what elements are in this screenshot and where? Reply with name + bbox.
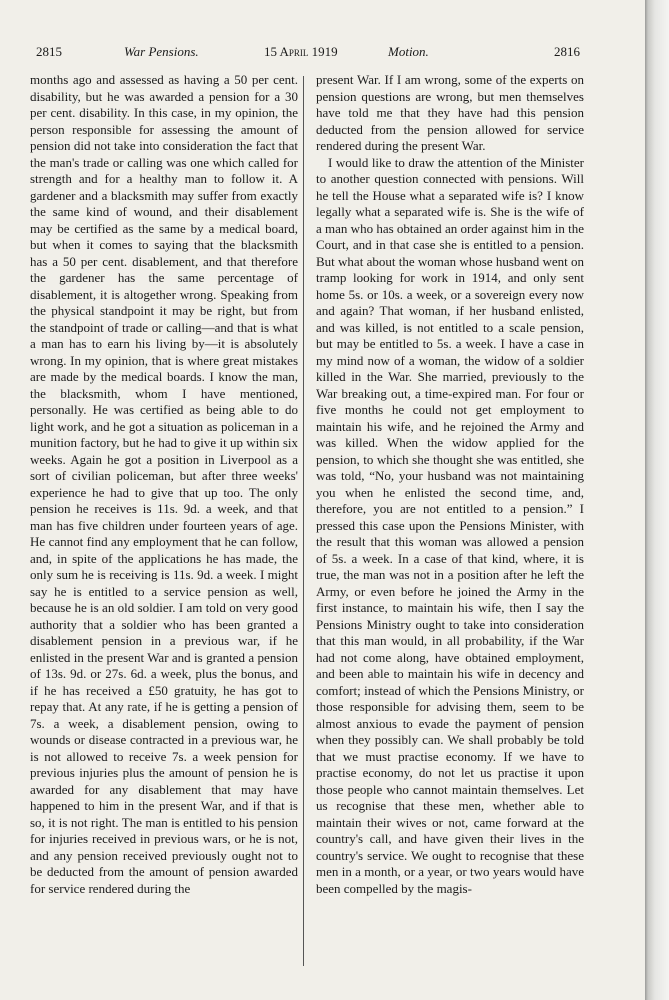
header-date: 15 April 1919 (264, 44, 338, 59)
paragraph: present War. If I am wrong, some of the experts on pension questions are wrong, but men themselves have told me that they have had this pension deducted from the pension allowed for service rendered during the present War. (316, 72, 584, 153)
header-section: Motion. (388, 44, 429, 59)
paragraph: I would like to draw the attention of the Minister to another question connected with pensions. Will he tell the House what a separated wife is? I know legally what a separated wife is. She is the wife of a man who has obtained an order against him in the Court, and in that case she is entitled to a pension. But what about the woman whose husband went on tramp looking for work in 1914, and only sent home 5s. or 10s. a week, or a sovereign every now and again? That woman, if her husband enlisted, and was killed, is not entitled to a scale pension, but may be entitled to 5s. a week. I have a case in my mind now of a woman, the widow of a soldier killed in the War. She married, previously to the War breaking out, a time-expired man. For four or five months he could not get employment to maintain his wife, and he rejoined the Army and was killed. When the widow applied for the pension, to which she thought she was entitled, she was told, “No, your husband was not maintaining you when he enlisted the second time, and, therefore, you are not entitled to a pension.” I pressed this case upon the Pensions Minister, with the result that this woman was allowed a pension of 5s. a week. In a case of that kind, where, it is true, the man was not in a position after he left the Army, or even before he joined the Army in the first instance, to maintain his wife, then I say the Pensions Ministry ought to take into consideration that this man would, in all probability, if the War had not come along, have obtained employment, and been able to maintain his wife in decency and comfort; instead of which the Pensions Ministry, or those responsible for advising them, seem to be almost anxious to evade the payment of pension when they possibly can. We shall probably be told that we must practise economy. If we have to practise economy, do not let us practise it upon those people who cannot maintain themselves. Let us recognise that these men, whether able to maintain their wives or not, came forward at the country's call, and have given their lives in the country's service. We ought to recognise that these men in a month, or a year, or two years would have been compelled by the magis- (316, 154, 584, 896)
right-column (316, 72, 584, 897)
paragraph: months ago and assessed as having a 50 per cent. disability, but he was awarded a pension for a 30 per cent. disability. In this case, in my opinion, the person responsible for assessing the amount of pension did not take into consideration the fact that the man's trade or calling was one which called for strength and for a healthy man to follow it. A gardener and a blacksmith may suffer from exactly the same kind of wound, and their disablement may be certified as the same by a medical board, but when it comes to saying that the blacksmith has a 50 per cent. disablement, and that therefore the gardener has the same percentage of disablement, it is altogether wrong. Speaking from the physical standpoint it may be right, but from the standpoint of trade or calling—and that is what a man has to earn his living by—it is absolutely wrong. In my opinion, that is where great mistakes are made by the medical boards. I know the man, the blacksmith, whom I have mentioned, personally. He was certified as being able to do light work, and he got a situation as policeman in a munition factory, but he had to give it up within six weeks. Again he got a position in Liverpool as a sort of civilian policeman, but after three weeks' experience he had to give that up too. The only pension he receives is 11s. 9d. a week, and that man has five children under fourteen years of age. He cannot find any employment that he can follow, and, in spite of the applications he has made, the only sum he is receiving is 11s. 9d. a week. I might say he is entitled to a service pension as well, because he is an old soldier. I am told on very good authority that a soldier who has been granted a disablement pension in a previous war, if he enlisted in the present War and is granted a pension of 13s. 9d. or 27s. 6d. a week, plus the bonus, and if he has received a £50 gratuity, he has got to repay that. At any rate, if he is getting a pension of 7s. a week, a disablement pension, owing to wounds or disease contracted in a previous war, he is not allowed to receive 7s. a week pension for previous injuries plus the amount of pension he is awarded for any disablement that may have happened to him in the present War, and if that is so, it is not right. The man is entitled to his pension for injuries received in previous wars, or he is not, and any pension received previously ought not to be deducted from the amount of pension awarded for service rendered during the (30, 72, 298, 896)
page-number-right: 2816 (554, 44, 580, 59)
running-header (36, 44, 580, 62)
page-edge-shadow (645, 0, 669, 1000)
page-number-left: 2815 (36, 44, 62, 59)
left-column (30, 72, 298, 897)
column-divider (303, 76, 304, 966)
header-title: War Pensions. (124, 44, 199, 59)
